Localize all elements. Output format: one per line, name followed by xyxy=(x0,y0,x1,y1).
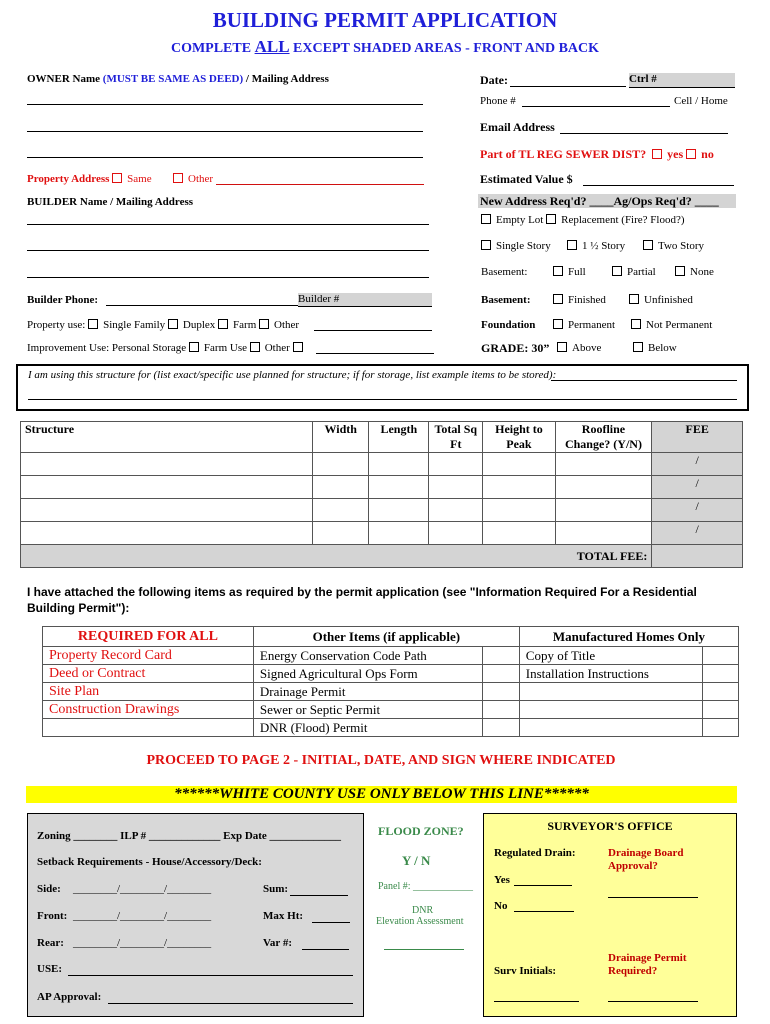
attached-items-statement: I have attached the following items as required by the permit application (see "Information Required For a Residential Building Permit"): xyxy=(27,585,697,615)
other-item: Sewer or Septic Permit xyxy=(253,701,483,719)
one-half-story-label: 1 ½ Story xyxy=(582,240,626,252)
date-label: Date: xyxy=(480,73,508,87)
empty-lot-row xyxy=(481,214,685,226)
front-label: Front: xyxy=(37,910,68,922)
one-half-story-option xyxy=(567,240,625,252)
county-office-box xyxy=(27,813,364,1017)
replacement-checkbox[interactable] xyxy=(546,214,556,224)
sewer-yes-checkbox[interactable] xyxy=(652,149,662,159)
max-ht-label: Max Ht: xyxy=(263,910,304,922)
basement-partial-label: Partial xyxy=(627,266,656,278)
structure-table xyxy=(20,421,743,568)
required-item: Site Plan xyxy=(43,683,254,701)
other-item: Drainage Permit xyxy=(253,683,483,701)
table-row xyxy=(43,683,739,701)
phone-field[interactable] xyxy=(522,106,670,107)
foundation-label: Foundation xyxy=(481,319,536,331)
required-item xyxy=(43,719,254,737)
fee-cell: / xyxy=(652,453,743,476)
single-family-checkbox[interactable] xyxy=(88,319,98,329)
farm-use-label: Farm Use xyxy=(203,342,247,354)
not-permanent-option xyxy=(631,319,712,331)
items-table-header xyxy=(43,627,739,647)
owner-line-1[interactable] xyxy=(27,104,423,105)
manufactured-item-check[interactable] xyxy=(702,665,738,683)
regulated-drain-label: Regulated Drain: xyxy=(494,847,576,859)
date-field[interactable] xyxy=(510,86,626,87)
duplex-checkbox[interactable] xyxy=(168,319,178,329)
table-row xyxy=(43,719,739,737)
other-item-check[interactable] xyxy=(483,647,519,665)
improvement-other-checkbox[interactable] xyxy=(293,342,303,352)
above-label: Above xyxy=(572,342,602,354)
single-story-checkbox[interactable] xyxy=(481,240,491,250)
flood-zone-yn: Y / N xyxy=(402,853,431,868)
duplex-label: Duplex xyxy=(182,319,216,331)
new-address-box: New Address Req'd? ____Ag/Ops Req'd? ____ xyxy=(478,194,736,208)
table-row xyxy=(43,647,739,665)
structure-table-header xyxy=(21,422,743,453)
subtitle-all: ALL xyxy=(254,37,290,56)
manufactured-homes-header: Manufactured Homes Only xyxy=(519,627,738,647)
surveyor-initials-field[interactable] xyxy=(494,1001,579,1002)
builder-label: BUILDER Name / Mailing Address xyxy=(27,196,194,208)
fee-cell: / xyxy=(652,476,743,499)
single-story-label: Single Story xyxy=(496,240,551,252)
improvement-other-label: Other xyxy=(264,342,290,354)
email-field[interactable] xyxy=(560,133,728,134)
manufactured-item xyxy=(519,683,702,701)
flood-panel: Panel #: ____________ xyxy=(378,881,473,892)
col-length: Length xyxy=(369,422,429,453)
owner-label xyxy=(27,73,329,85)
sum-label: Sum: xyxy=(263,883,289,895)
permanent-checkbox[interactable] xyxy=(553,319,563,329)
farm-use-checkbox[interactable] xyxy=(250,342,260,352)
table-row xyxy=(21,522,743,545)
basement-partial-checkbox[interactable] xyxy=(612,266,622,276)
estimated-value-label: Estimated Value $ xyxy=(480,172,573,186)
basement-none-checkbox[interactable] xyxy=(675,266,685,276)
improvement-use-row xyxy=(27,342,308,354)
surveyor-yes-label: Yes xyxy=(494,874,510,886)
property-same-checkbox[interactable] xyxy=(112,173,122,183)
table-row xyxy=(21,476,743,499)
drainage-board-label: Drainage Board xyxy=(608,847,684,859)
surveyor-initials-label: Surv Initials: xyxy=(494,965,557,977)
fee-cell: / xyxy=(652,522,743,545)
basement-full-option xyxy=(553,266,586,278)
var-field[interactable] xyxy=(302,949,349,950)
two-story-checkbox[interactable] xyxy=(643,240,653,250)
manufactured-item xyxy=(519,701,702,719)
subtitle-prefix: COMPLETE xyxy=(170,41,255,56)
basement-full-checkbox[interactable] xyxy=(553,266,563,276)
other-item: Signed Agricultural Ops Form xyxy=(253,665,483,683)
surveyor-yes-field[interactable] xyxy=(514,885,572,886)
surveyor-office-box xyxy=(483,813,737,1017)
front-field[interactable]: ________/________/________ xyxy=(73,910,212,922)
other-item: Energy Conservation Code Path xyxy=(253,647,483,665)
property-address-text: Property Address xyxy=(27,173,110,185)
ctrl-label: Ctrl # xyxy=(629,73,657,85)
one-half-story-checkbox[interactable] xyxy=(567,240,577,250)
required-item: Property Record Card xyxy=(43,647,254,665)
basement-partial-option xyxy=(612,266,656,278)
owner-line-3[interactable] xyxy=(27,157,423,158)
improvement-other-field[interactable] xyxy=(316,353,434,354)
table-row xyxy=(21,453,743,476)
sum-field[interactable] xyxy=(290,895,348,896)
total-fee-row xyxy=(21,545,743,568)
property-other-label: Other xyxy=(188,173,214,185)
property-use-other-label: Other xyxy=(274,319,300,331)
manufactured-item-check[interactable] xyxy=(702,683,738,701)
col-width: Width xyxy=(313,422,369,453)
zoning-row: Zoning ________ ILP # _____________ Exp Date _____________ xyxy=(37,830,342,842)
page-subtitle xyxy=(0,37,770,57)
builder-number-box xyxy=(298,293,432,307)
manufactured-item: Copy of Title xyxy=(519,647,702,665)
ap-approval-field[interactable] xyxy=(108,1003,353,1004)
basement-full-label: Full xyxy=(568,266,586,278)
two-story-label: Two Story xyxy=(658,240,704,252)
unfinished-checkbox[interactable] xyxy=(629,294,639,304)
grade-label: GRADE: 30” xyxy=(481,341,550,355)
basement-none-label: None xyxy=(690,266,714,278)
sewer-yes-label: yes xyxy=(667,147,684,161)
manufactured-item-check[interactable] xyxy=(702,719,738,737)
unfinished-label: Unfinished xyxy=(644,294,693,306)
sewer-text: Part of TL REG SEWER DIST? xyxy=(480,147,647,161)
builder-line-3[interactable] xyxy=(27,277,429,278)
setback-label: Setback Requirements - House/Accessory/Deck: xyxy=(37,856,262,868)
empty-lot-checkbox[interactable] xyxy=(481,214,491,224)
not-permanent-label: Not Permanent xyxy=(646,319,713,331)
var-label: Var #: xyxy=(263,937,293,949)
table-row xyxy=(43,665,739,683)
property-same-label: Same xyxy=(127,173,152,185)
owner-label-a: OWNER Name xyxy=(27,73,103,85)
flood-elevation-assessment: Elevation Assessment xyxy=(376,916,464,927)
builder-phone-label: Builder Phone: xyxy=(27,294,99,306)
improvement-use-label: Improvement Use: Personal Storage xyxy=(27,342,187,354)
builder-number-label: Builder # xyxy=(298,293,340,305)
builder-line-1[interactable] xyxy=(27,224,429,225)
structure-use-line-1[interactable] xyxy=(551,380,737,381)
builder-line-2[interactable] xyxy=(27,250,429,251)
farm-checkbox[interactable] xyxy=(218,319,228,329)
property-use-row xyxy=(27,319,299,331)
structure-use-text: I am using this structure for (list exact/specific use planned for structure; if for storage, list example items to be stored): xyxy=(28,369,557,381)
estimated-value-field[interactable] xyxy=(583,185,734,186)
side-label: Side: xyxy=(37,883,61,895)
above-checkbox[interactable] xyxy=(557,342,567,352)
required-item: Construction Drawings xyxy=(43,701,254,719)
email-label: Email Address xyxy=(480,120,555,134)
manufactured-item-check[interactable] xyxy=(702,701,738,719)
rear-label: Rear: xyxy=(37,937,64,949)
unfinished-option xyxy=(629,294,693,306)
other-items-header: Other Items (if applicable) xyxy=(253,627,519,647)
rear-field[interactable]: ________/________/________ xyxy=(73,937,212,949)
structure-use-line-2[interactable] xyxy=(28,399,737,400)
side-field[interactable]: ________/________/________ xyxy=(73,883,212,895)
col-total-sq-ft: Total Sq Ft xyxy=(429,422,483,453)
page-title: BUILDING PERMIT APPLICATION xyxy=(212,8,558,32)
required-item: Deed or Contract xyxy=(43,665,254,683)
flood-elevation-field[interactable] xyxy=(384,949,464,950)
other-item-check[interactable] xyxy=(483,665,519,683)
county-use-only-bar: ******WHITE COUNTY USE ONLY BELOW THIS LINE****** xyxy=(26,786,737,803)
items-table xyxy=(42,626,739,737)
not-permanent-checkbox[interactable] xyxy=(631,319,641,329)
structure-use-box xyxy=(16,364,749,411)
property-other-option xyxy=(173,173,213,185)
table-row xyxy=(21,499,743,522)
other-item-check[interactable] xyxy=(483,701,519,719)
col-roofline-change: Roofline Change? (Y/N) xyxy=(555,422,652,453)
drainage-board-approval: Approval? xyxy=(608,860,658,872)
total-fee-label: TOTAL FEE: xyxy=(21,545,652,568)
sewer-no-checkbox[interactable] xyxy=(686,149,696,159)
max-ht-field[interactable] xyxy=(312,922,350,923)
sewer-no-label: no xyxy=(701,147,714,161)
use-label: USE: xyxy=(37,963,63,975)
above-option xyxy=(557,342,601,354)
subtitle-suffix: EXCEPT SHADED AREAS - FRONT AND BACK xyxy=(289,41,600,56)
builder-phone-field[interactable] xyxy=(106,305,298,306)
other-item: DNR (Flood) Permit xyxy=(253,719,483,737)
single-story-option xyxy=(481,240,551,252)
permanent-option xyxy=(553,319,615,331)
permanent-label: Permanent xyxy=(568,319,616,331)
finished-label: Finished xyxy=(568,294,606,306)
property-use-other-checkbox[interactable] xyxy=(259,319,269,329)
date-text: Date xyxy=(480,73,504,87)
flood-zone-title: FLOOD ZONE? xyxy=(378,824,464,838)
drainage-board-field[interactable] xyxy=(608,897,698,898)
sewer-dist-question xyxy=(480,147,714,162)
ctrl-box xyxy=(629,73,735,88)
required-for-all-header: REQUIRED FOR ALL xyxy=(43,627,254,647)
col-height-to-peak: Height to Peak xyxy=(483,422,555,453)
below-option xyxy=(633,342,677,354)
owner-label-address: / Mailing Address xyxy=(243,73,329,85)
total-fee-cell xyxy=(652,545,743,568)
property-address-label xyxy=(27,173,152,185)
table-row xyxy=(43,701,739,719)
col-structure: Structure xyxy=(21,422,313,453)
drainage-permit-required: Required? xyxy=(608,965,658,977)
empty-lot-label: Empty Lot xyxy=(496,214,544,226)
property-use-other-field[interactable] xyxy=(314,330,432,331)
drainage-permit-label: Drainage Permit xyxy=(608,952,687,964)
basement-none-option xyxy=(675,266,714,278)
ap-approval-label: AP Approval: xyxy=(37,991,102,1003)
flood-dnr: DNR xyxy=(412,905,434,916)
cell-home-label: Cell / Home xyxy=(674,95,728,107)
finished-option xyxy=(553,294,606,306)
replacement-label: Replacement (Fire? Flood?) xyxy=(561,214,685,226)
property-other-checkbox[interactable] xyxy=(173,173,183,183)
phone-label: Phone # xyxy=(480,95,516,107)
owner-label-deed: (MUST BE SAME AS DEED) xyxy=(102,73,244,85)
single-family-label: Single Family xyxy=(103,319,166,331)
below-label: Below xyxy=(648,342,677,354)
below-checkbox[interactable] xyxy=(633,342,643,352)
owner-line-2[interactable] xyxy=(27,131,423,132)
other-item-check[interactable] xyxy=(483,683,519,701)
property-use-label: Property use: xyxy=(27,319,86,331)
proceed-instruction: PROCEED TO PAGE 2 - INITIAL, DATE, AND SIGN WHERE INDICATED xyxy=(146,753,616,768)
surveyor-title: SURVEYOR'S OFFICE xyxy=(547,819,673,833)
farm-label: Farm xyxy=(233,319,257,331)
surveyor-no-field[interactable] xyxy=(514,911,574,912)
two-story-option xyxy=(643,240,704,252)
property-other-field[interactable] xyxy=(216,184,424,185)
col-fee: FEE xyxy=(652,422,743,453)
manufactured-item: Installation Instructions xyxy=(519,665,702,683)
surveyor-no-label: No xyxy=(494,900,508,912)
manufactured-item-check[interactable] xyxy=(702,647,738,665)
finished-checkbox[interactable] xyxy=(553,294,563,304)
manufactured-item xyxy=(519,719,702,737)
drainage-permit-field[interactable] xyxy=(608,1001,698,1002)
basement-label-1: Basement: xyxy=(481,266,528,278)
basement-label-2: Basement: xyxy=(481,294,531,306)
personal-storage-checkbox[interactable] xyxy=(189,342,199,352)
use-field[interactable] xyxy=(68,975,353,976)
fee-cell: / xyxy=(652,499,743,522)
other-item-check[interactable] xyxy=(483,719,519,737)
